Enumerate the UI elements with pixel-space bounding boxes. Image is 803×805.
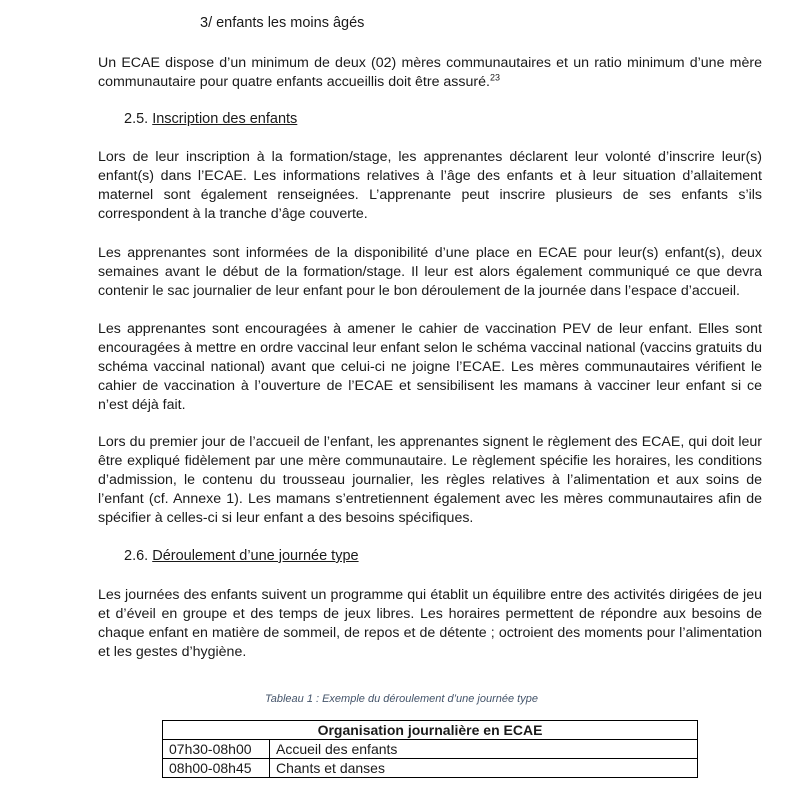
- table-row: [163, 759, 698, 778]
- paragraph-inscription-3: Les apprenantes sont encouragées à amener le cahier de vaccination PEV de leur enfant. Elles sont encouragées à mettre en ordre vaccinal leur enfant selon le schéma vaccinal national (vaccins gratuits du schéma vaccinal national) avant que celui-ci ne joigne l’ECAE. Les mères communautaires vérifient le cahier de vaccination à l’ouverture de l’ECAE et sensibilisent les mamans à vacciner leur enfant si ce n’est déjà fait.: [98, 321, 762, 413]
- paragraph-ratio: [98, 54, 762, 92]
- table-row: [163, 740, 698, 759]
- paragraph-journee: Les journées des enfants suivent un programme qui établit un équilibre entre des activités dirigées de jeu et d’éveil en groupe et des temps de jeux libres. Les horaires permettent de répondre aux besoins de chaque enfant en matière de sommeil, de repos et de détente ; octroient des moments pour l’alimentation et les gestes d’hygiène.: [98, 587, 762, 660]
- activity-cell: Accueil des enfants: [270, 740, 698, 759]
- table-header: Organisation journalière en ECAE: [163, 721, 698, 740]
- list-item: 3/ enfants les moins âgés: [200, 15, 365, 31]
- footnote-ref: 23: [489, 72, 500, 83]
- section-heading-2-6: [124, 548, 359, 564]
- table-caption: Tableau 1 : Exemple du déroulement d’une journée type: [265, 693, 538, 705]
- schedule-table: [162, 720, 698, 778]
- paragraph-inscription-2: Les apprenantes sont informées de la disponibilité d’une place en ECAE pour leur(s) enfant(s), deux semaines avant le début de la formation/stage. Il leur est alors également communiqué ce que devra contenir le sac journalier de leur enfant pour le bon déroulement de la journée dans l’espace d’accueil.: [98, 245, 762, 299]
- paragraph-inscription-1: Lors de leur inscription à la formation/stage, les apprenantes déclarent leur volonté d’inscrire leur(s) enfant(s) dans l’ECAE. Les informations relatives à l’âge des enfants et à leur situation d’allaitement maternel sont également renseignées. L’apprenante peut inscrire plusieurs de ses enfants s’ils correspondent à la tranche d’âge couverte.: [98, 149, 762, 222]
- activity-cell: Chants et danses: [270, 759, 698, 778]
- time-cell: 07h30-08h00: [163, 740, 270, 759]
- section-heading-2-5: [124, 111, 297, 127]
- paragraph-text: Un ECAE dispose d’un minimum de deux (02) mères communautaires et un ratio minimum d’une mère communautaire pour quatre enfants accueillis doit être assuré.: [98, 55, 762, 90]
- section-number: 2.6.: [124, 548, 149, 564]
- paragraph-inscription-4: Lors du premier jour de l’accueil de l’enfant, les apprenantes signent le règlement des ECAE, qui doit leur être expliqué fidèlement par une mère communautaire. Le règlement spécifie les horaires, les conditions d’admission, le contenu du trousseau journalier, les règles relatives à l’alimentation et aux soins de l’enfant (cf. Annexe 1). Les mamans s’entretiennent également avec les mères communautaires afin de spécifier à celles-ci si leur enfant a des besoins spécifiques.: [98, 434, 762, 526]
- section-number: 2.5.: [124, 111, 149, 127]
- section-title: Inscription des enfants: [152, 111, 298, 127]
- section-title: Déroulement d’une journée type: [152, 548, 359, 564]
- table-header-row: [163, 721, 698, 740]
- time-cell: 08h00-08h45: [163, 759, 270, 778]
